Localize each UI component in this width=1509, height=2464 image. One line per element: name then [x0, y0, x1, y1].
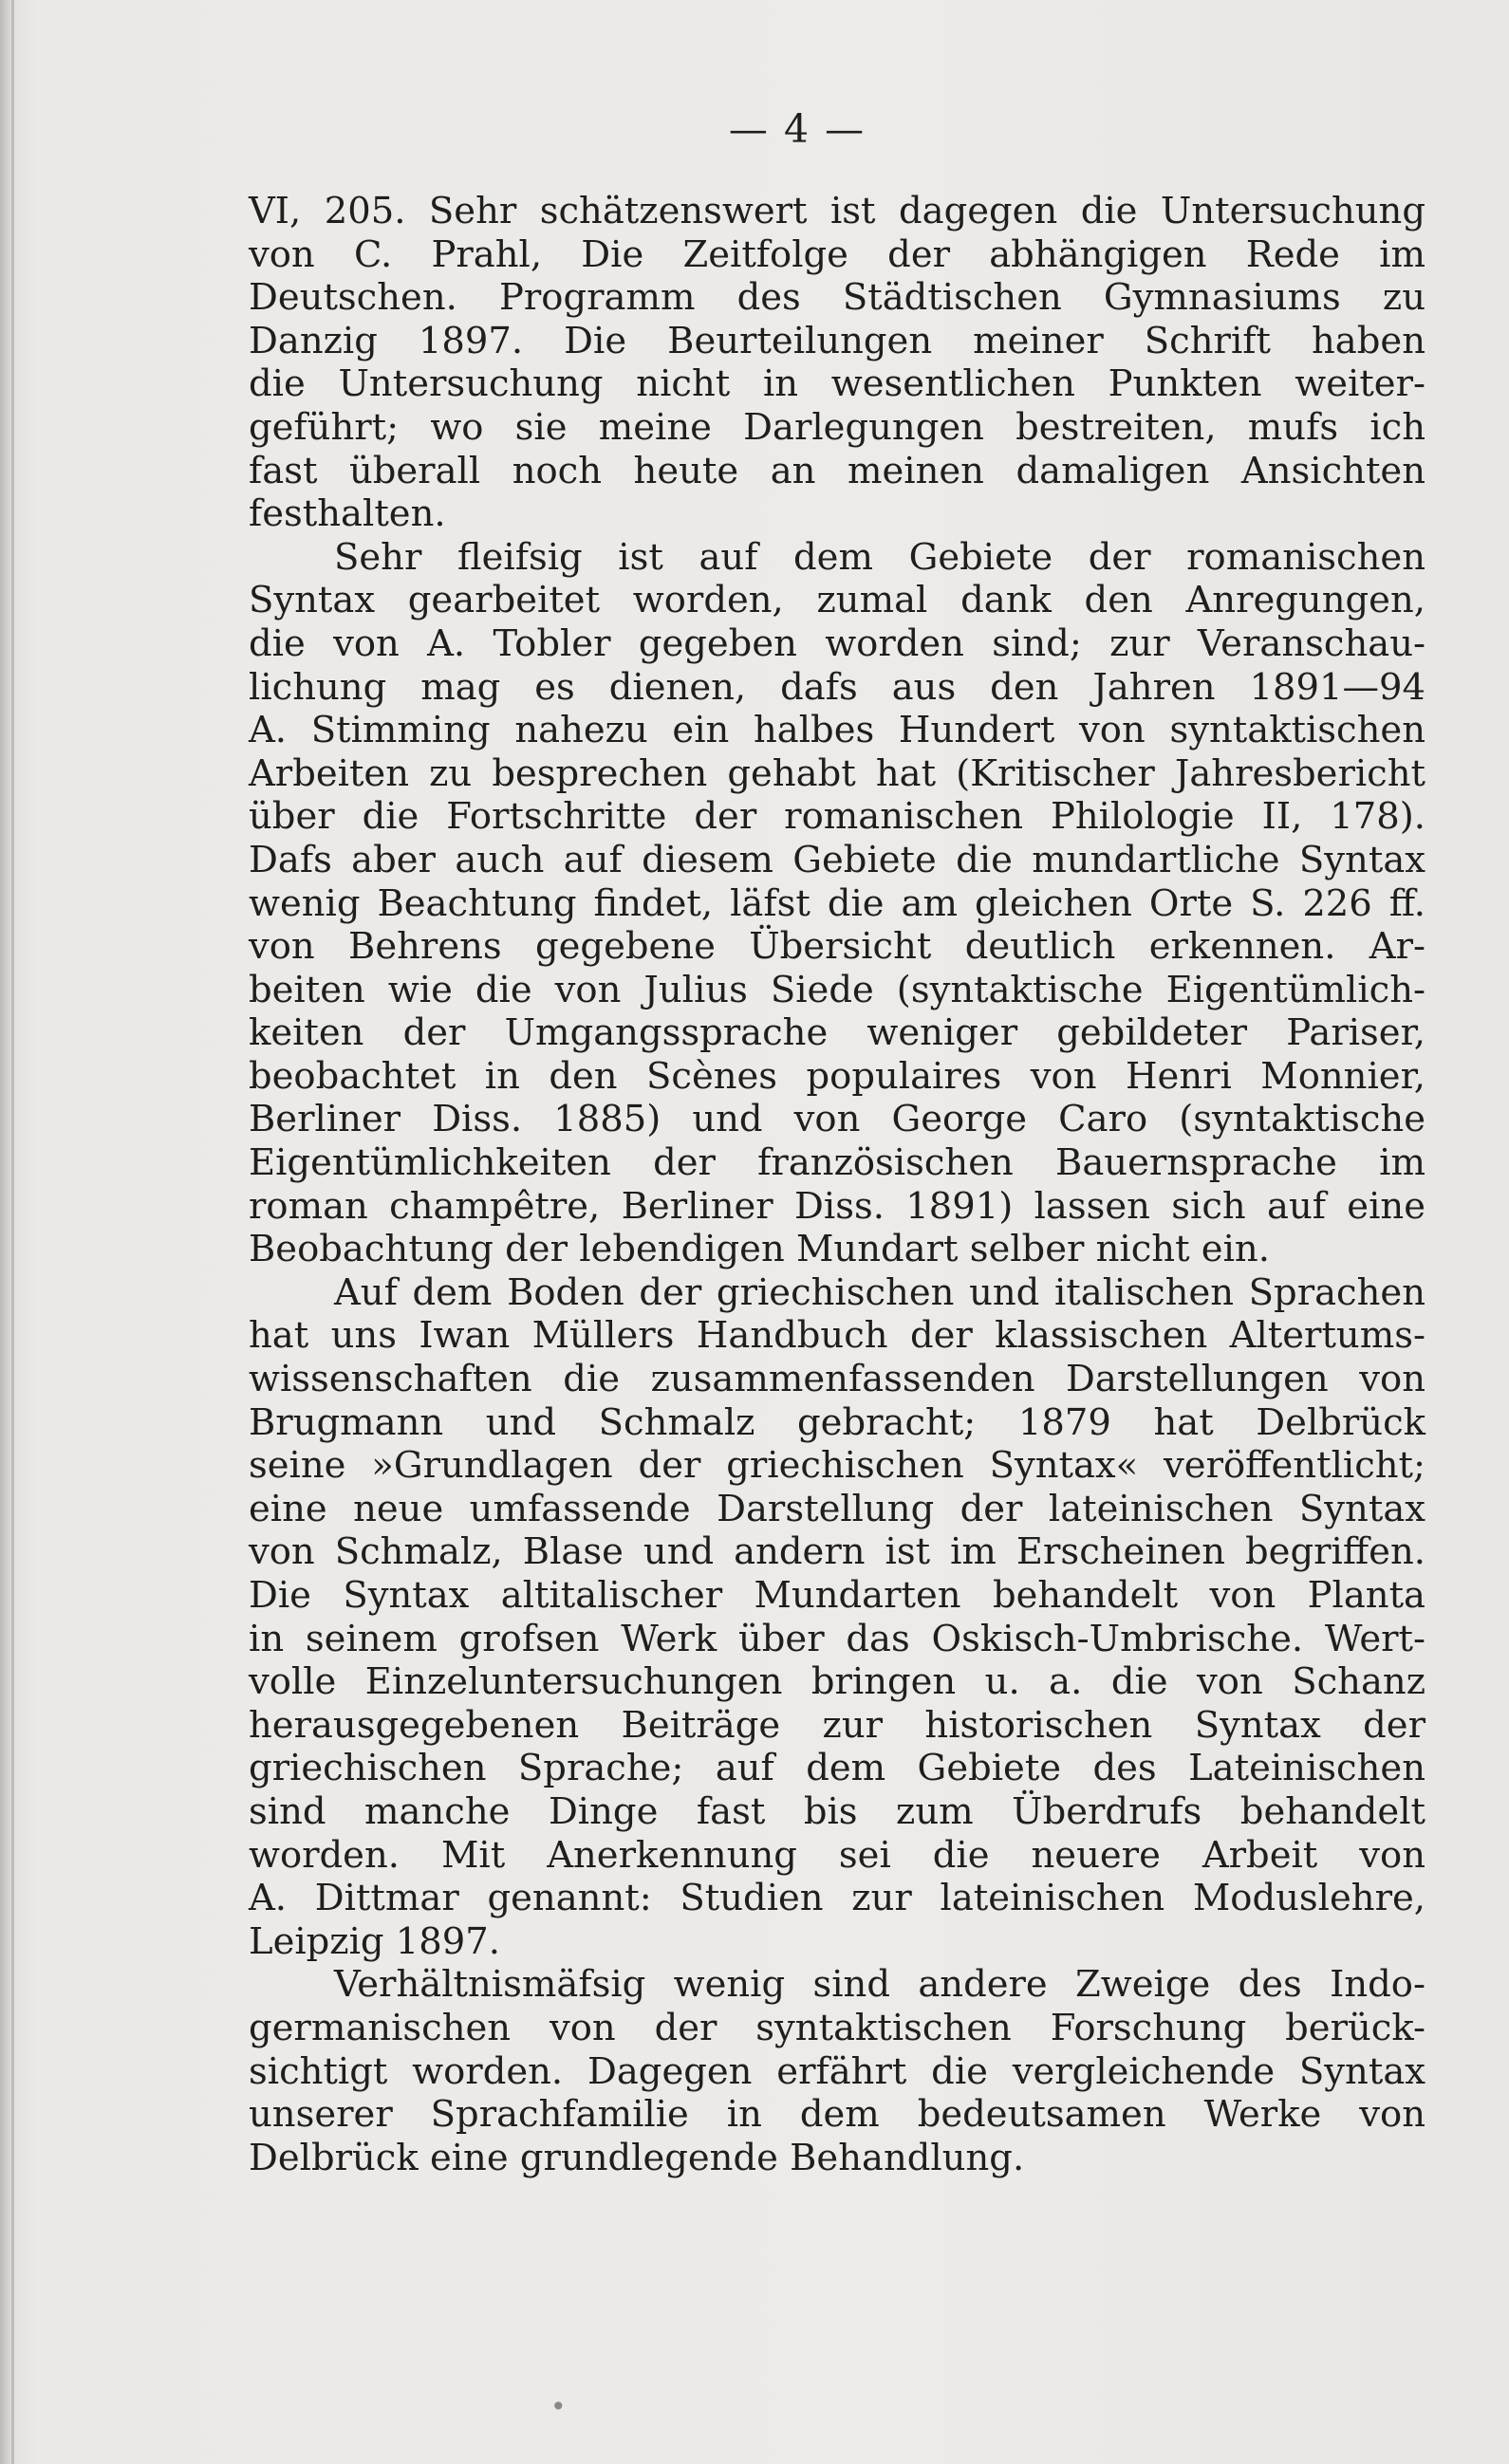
ink-speck: •	[550, 2391, 567, 2422]
text-line: festhalten.	[249, 492, 446, 536]
text-line: herausgegebenen Beiträge zur historischen Syntax der	[249, 1703, 1425, 1747]
text-line: volle Einzeluntersuchungen bringen u. a. die von Schanz	[249, 1660, 1425, 1704]
text-line: Delbrück eine grundlegende Behandlung.	[249, 2136, 1025, 2179]
paragraph-first-line: Verhältnismäfsig wenig sind andere Zweige des Indo-	[334, 1963, 1425, 2007]
text-line: seine »Grundlagen der griechischen Syntax« veröffentlicht;	[249, 1444, 1425, 1488]
text-line: eine neue umfassende Darstellung der lateinischen Syntax	[249, 1487, 1425, 1530]
text-line: von C. Prahl, Die Zeitfolge der abhängigen Rede im	[249, 232, 1425, 276]
body-text	[249, 190, 1425, 2179]
text-line: germanischen von der syntaktischen Forschung berück-	[249, 2006, 1425, 2049]
paragraph-first-line: Auf dem Boden der griechischen und italischen Sprachen	[334, 1270, 1425, 1314]
text-line: Arbeiten zu besprechen gehabt hat (Kritischer Jahresbericht	[249, 751, 1425, 795]
text-line: Dafs aber auch auf diesem Gebiete die mundartliche Syntax	[249, 838, 1425, 881]
text-line: Beobachtung der lebendigen Mundart selber nicht ein.	[249, 1228, 1270, 1271]
text-line: von Schmalz, Blase und andern ist im Erscheinen begriffen.	[249, 1530, 1425, 1574]
text-line: in seinem grofsen Werk über das Oskisch-Umbrische. Wert-	[249, 1617, 1425, 1660]
text-line: Syntax gearbeitet worden, zumal dank den Anregungen,	[249, 579, 1425, 622]
text-line: Berliner Diss. 1885) und von George Caro (syntaktische	[249, 1098, 1425, 1141]
text-line: A. Dittmar genannt: Studien zur lateinischen Moduslehre,	[249, 1877, 1425, 1920]
text-line: Die Syntax altitalischer Mundarten behandelt von Planta	[249, 1574, 1425, 1617]
text-line: die von A. Tobler gegeben worden sind; zur Veranschau-	[249, 621, 1425, 665]
text-line: geführt; wo sie meine Darlegungen bestreiten, mufs ich	[249, 405, 1425, 449]
text-line: beobachtet in den Scènes populaires von Henri Monnier,	[249, 1054, 1425, 1098]
text-line: Leipzig 1897.	[249, 1919, 501, 1963]
text-line: A. Stimming nahezu ein halbes Hundert von syntaktischen	[249, 709, 1425, 752]
text-line: wenig Beachtung findet, läfst die am gleichen Orte S. 226 ff.	[249, 881, 1425, 925]
text-line: Eigentümlichkeiten der französischen Bauernsprache im	[249, 1141, 1425, 1185]
text-line: Brugmann und Schmalz gebracht; 1879 hat Delbrück	[249, 1400, 1425, 1444]
page-number: — 4 —	[728, 106, 866, 152]
text-line: lichung mag es dienen, dafs aus den Jahren 1891—94	[249, 665, 1425, 709]
text-line: hat uns Iwan Müllers Handbuch der klassischen Altertums-	[249, 1314, 1425, 1358]
text-line: sichtigt worden. Dagegen erfährt die vergleichende Syntax	[249, 2049, 1425, 2093]
text-line: von Behrens gegebene Übersicht deutlich erkennen. Ar-	[249, 925, 1425, 969]
text-line: griechischen Sprache; auf dem Gebiete des Lateinischen	[249, 1747, 1425, 1790]
text-line: die Untersuchung nicht in wesentlichen Punkten weiter-	[249, 362, 1425, 406]
text-line: über die Fortschritte der romanischen Philologie II, 178).	[249, 795, 1425, 839]
text-line: wissenschaften die zusammenfassenden Darstellungen von	[249, 1358, 1425, 1401]
text-line: Deutschen. Programm des Städtischen Gymnasiums zu	[249, 276, 1425, 320]
text-line: sind manche Dinge fast bis zum Überdrufs behandelt	[249, 1789, 1425, 1833]
text-line: roman champêtre, Berliner Diss. 1891) lassen sich auf eine	[249, 1184, 1425, 1228]
text-line: beiten wie die von Julius Siede (syntaktische Eigentümlich-	[249, 968, 1425, 1011]
text-line: VI, 205. Sehr schätzenswert ist dagegen die Untersuchung	[249, 190, 1425, 232]
text-line: keiten der Umgangssprache weniger gebildeter Pariser,	[249, 1011, 1425, 1055]
page-edge-shadow	[11, 0, 14, 2464]
text-line: unserer Sprachfamilie in dem bedeutsamen Werke von	[249, 2093, 1425, 2137]
text-line: Danzig 1897. Die Beurteilungen meiner Schrift haben	[249, 319, 1425, 362]
text-line: fast überall noch heute an meinen damaligen Ansichten	[249, 449, 1425, 492]
paragraph-first-line: Sehr fleifsig ist auf dem Gebiete der romanischen	[334, 535, 1425, 579]
text-line: worden. Mit Anerkennung sei die neuere Arbeit von	[249, 1833, 1425, 1877]
